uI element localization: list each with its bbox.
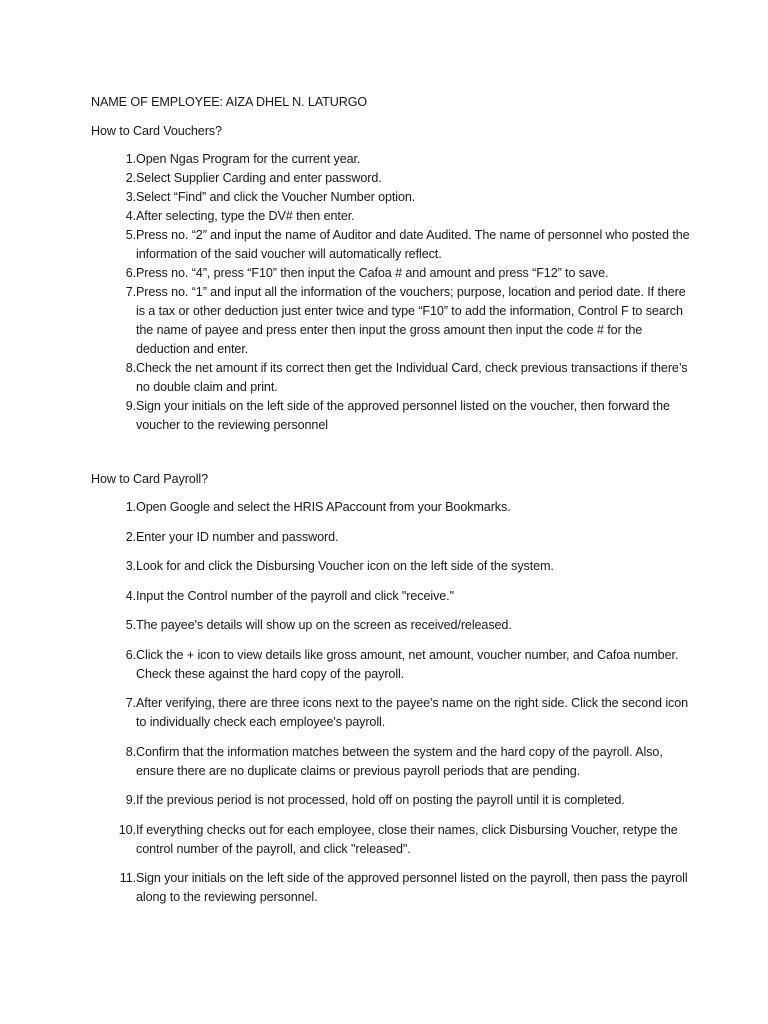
list-item-text: Look for and click the Disbursing Voucher icon on the left side of the system. — [136, 559, 554, 573]
list-item-text: Press no. “2” and input the name of Auditor and date Audited. The name of personnel who posted the information of the said voucher will automatically reflect. — [136, 228, 690, 261]
list-item-number: 3. — [125, 559, 136, 573]
list-item-number: 9. — [125, 399, 136, 413]
list-item — [91, 283, 691, 359]
list-item — [91, 587, 691, 606]
list-item — [91, 397, 691, 435]
list-item-text: Open Ngas Program for the current year. — [136, 152, 361, 166]
list-item-number: 10. — [118, 822, 136, 837]
list-item — [91, 359, 691, 397]
list-item-number: 2. — [125, 529, 136, 544]
list-item-text: Press no. “1” and input all the information of the vouchers; purpose, location and period date. If there is a tax or other deduction just enter twice and type “F10” to add the information, Control F to search the name of payee and press enter then input the gross amount then input the code # for the deduction and enter. — [136, 285, 686, 356]
list-item — [91, 150, 691, 169]
list-item-text: The payee's details will show up on the screen as received/released. — [136, 618, 512, 632]
list-item — [91, 646, 691, 684]
list-item — [91, 188, 691, 207]
list-item-number: 5. — [125, 228, 136, 242]
list-item-number: 7. — [125, 285, 136, 299]
list-item-number: 4. — [125, 209, 136, 223]
list-item-number: 1. — [125, 152, 136, 166]
list-item-text: Sign your initials on the left side of the approved personnel listed on the voucher, then forward the voucher to the reviewing personnel — [136, 399, 670, 432]
list-item-number: 5. — [125, 618, 136, 632]
list-item-text: Sign your initials on the left side of the approved personnel listed on the payroll, then pass the payroll along to the reviewing personnel. — [136, 871, 688, 904]
list-item-text: Click the + icon to view details like gross amount, net amount, voucher number, and Cafoa number. Check these against the hard copy of the payroll. — [136, 647, 679, 681]
list-item — [91, 616, 691, 635]
list-item-number: 2. — [125, 171, 136, 185]
employee-name-line: NAME OF EMPLOYEE: AIZA DHEL N. LATURGO — [91, 95, 368, 109]
list-item-number: 8. — [125, 361, 136, 375]
list-item — [91, 528, 691, 547]
list-item — [91, 169, 691, 188]
list-item-text: If the previous period is not processed, hold off on posting the payroll until it is completed. — [136, 793, 625, 807]
list-item-number: 7. — [125, 696, 136, 710]
list-item-text: Press no. “4”, press “F10” then input the Cafoa # and amount and press “F12” to save. — [136, 266, 609, 280]
list-item — [91, 821, 691, 859]
list-item-number: 9. — [125, 793, 136, 807]
list-item-number: 6. — [125, 647, 136, 662]
list-item — [91, 264, 691, 283]
payroll-steps-list — [91, 498, 691, 907]
list-item — [91, 226, 691, 264]
list-item-number: 3. — [125, 190, 136, 204]
document-body — [91, 93, 691, 918]
list-item-text: After verifying, there are three icons next to the payee's name on the right side. Click the second icon to individually check each employee's payroll. — [136, 696, 689, 729]
list-item-number: 11. — [119, 871, 136, 885]
vouchers-heading: How to Card Vouchers? — [91, 124, 222, 138]
list-item — [91, 694, 691, 732]
vouchers-steps-list — [91, 150, 691, 435]
list-item — [91, 743, 691, 781]
list-item-number: 4. — [125, 588, 136, 603]
list-item-text: Select “Find” and click the Voucher Number option. — [136, 190, 416, 204]
list-item-text: Open Google and select the HRIS APaccount from your Bookmarks. — [136, 500, 511, 514]
list-item-number: 8. — [125, 744, 136, 759]
list-item — [91, 869, 691, 907]
list-item-text: If everything checks out for each employee, close their names, click Disbursing Voucher, retype the control number of the payroll, and click "released". — [136, 822, 678, 856]
list-item-text: Check the net amount if its correct then get the Individual Card, check previous transactions if there’s no double claim and print. — [136, 361, 688, 394]
list-item-number: 1. — [125, 500, 136, 514]
list-item — [91, 498, 691, 517]
list-item — [91, 791, 691, 810]
list-item-text: Enter your ID number and password. — [136, 529, 339, 544]
list-item — [91, 207, 691, 226]
list-item-text: Confirm that the information matches between the system and the hard copy of the payroll. Also, ensure there are no duplicate claims or previous payroll periods that are pending. — [136, 744, 663, 778]
list-item — [91, 557, 691, 576]
list-item-text: Input the Control number of the payroll and click "receive." — [136, 588, 454, 603]
payroll-heading: How to Card Payroll? — [91, 472, 208, 486]
list-item-text: Select Supplier Carding and enter password. — [136, 171, 382, 185]
list-item-text: After selecting, type the DV# then enter. — [136, 209, 355, 223]
list-item-number: 6. — [125, 266, 136, 280]
